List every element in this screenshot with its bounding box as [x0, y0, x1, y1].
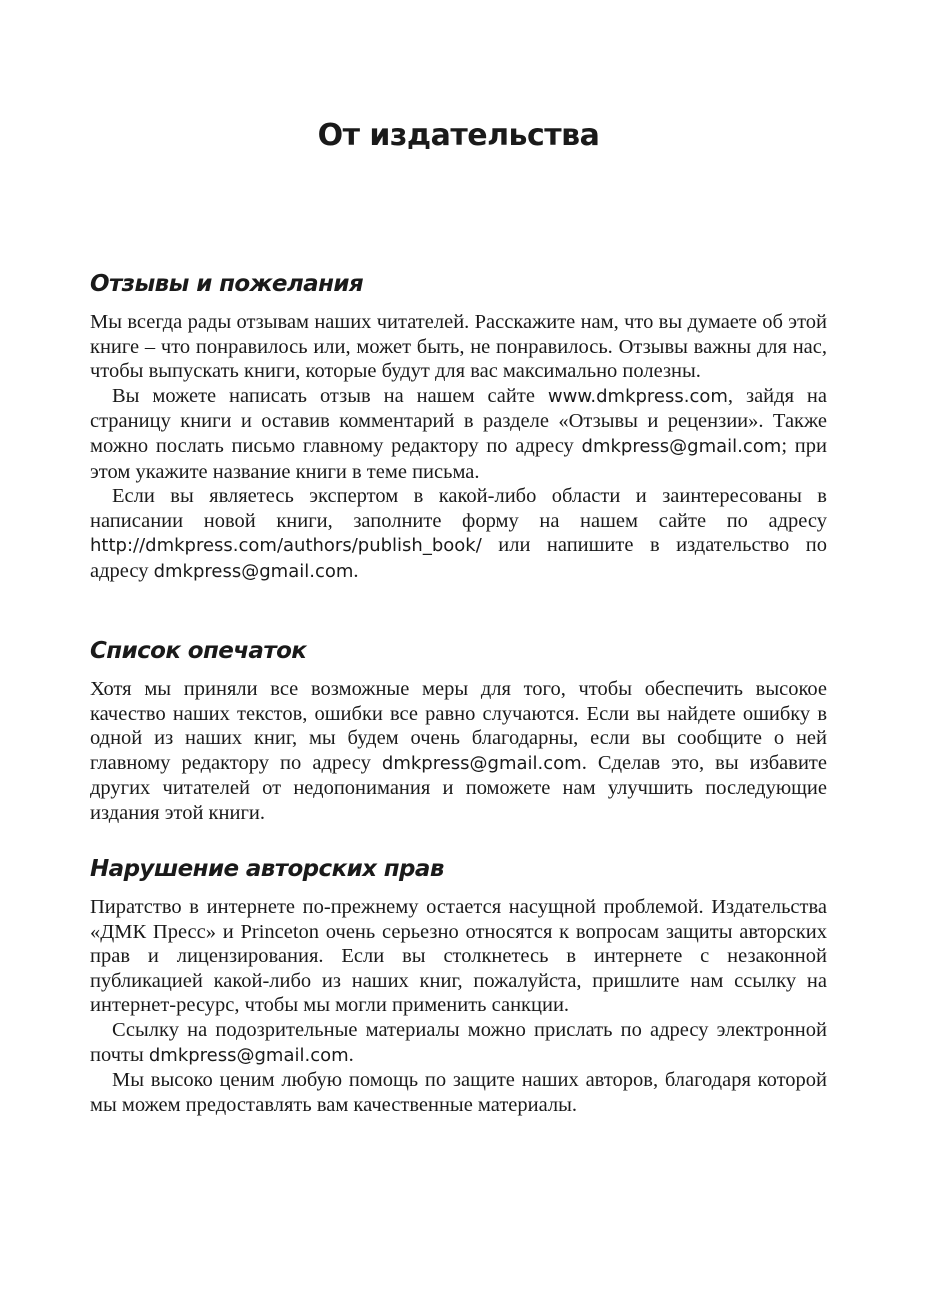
piracy-p2-text-b: .: [348, 1043, 354, 1066]
errata-email: dmkpress@gmail.com: [381, 752, 582, 774]
reviews-p2-text-a: Вы можете написать отзыв на нашем сайте: [112, 384, 548, 407]
reviews-paragraph-3: [90, 484, 827, 584]
section-piracy: [90, 854, 827, 1117]
reviews-paragraph-1: Мы всегда рады отзывам наших читателей. Расскажите нам, что вы думаете об этой книге – что понравилось или, может быть, не понравилось. Отзывы важны для нас, чтобы выпускать книги, которые будут для вас максимально полезны.: [90, 311, 827, 383]
section-errata: [90, 636, 827, 826]
editor-email: dmkpress@gmail.com: [581, 435, 782, 457]
piracy-email: dmkpress@gmail.com: [148, 1044, 349, 1066]
reviews-p2-text-c: ; при этом укажите название книги в теме письма.: [90, 434, 827, 483]
errata-paragraph-1: [90, 677, 827, 826]
section-heading-reviews: Отзывы и пожелания: [90, 271, 364, 297]
errata-p1-text-b: . Сделав это, вы избавите других читателей от недопонимания и поможете нам улучшить последующие издания этой книги.: [90, 751, 827, 824]
reviews-p2-text-b: , зайдя на страницу книги и оставив комментарий в разделе «Отзывы и рецензии». Также можно послать письмо главному редактору по адресу: [90, 384, 827, 457]
piracy-p2-text-a: Ссылку на подозрительные материалы можно прислать по адресу электронной почты: [90, 1018, 827, 1066]
reviews-paragraph-2: [90, 384, 827, 484]
reviews-p3-text-b: или напишите в издательство по адресу: [90, 534, 827, 582]
section-reviews: [90, 269, 827, 585]
site-link: www.dmkpress.com: [547, 385, 728, 407]
reviews-p3-text-c: .: [353, 559, 359, 582]
piracy-paragraph-3: Мы высоко ценим любую помощь по защите наших авторов, благодаря которой мы можем предоставлять вам качественные материалы.: [90, 1069, 827, 1116]
piracy-paragraph-1: Пиратство в интернете по-прежнему остается насущной проблемой. Издательства «ДМК Пресс» и Princeton очень серьезно относятся к вопросам защиты авторских прав и лицензирования. Если вы столкнетесь в интернете с незаконной публикацией какой-либо из наших книг, пожалуйста, пришлите нам ссылку на интернет-ресурс, чтобы мы могли применить санкции.: [90, 896, 827, 1017]
publisher-email: dmkpress@gmail.com: [153, 560, 354, 582]
errata-p1-text-a: Хотя мы приняли все возможные меры для того, чтобы обеспечить высокое качество наших текстов, ошибки все равно случаются. Если вы найдете ошибку в одной из наших книг, мы будем очень благодарны, если вы сообщите о ней главному редактору по адресу: [90, 678, 827, 774]
page-title: От издательства: [317, 118, 600, 153]
piracy-paragraph-2: [90, 1018, 827, 1068]
section-heading-errata: Список опечаток: [90, 638, 307, 664]
reviews-p3-text-a: Если вы являетесь экспертом в какой-либо области и заинтересованы в написании новой книги, заполните форму на нашем сайте по адресу: [90, 485, 827, 532]
section-heading-piracy: Нарушение авторских прав: [90, 856, 444, 882]
publish-book-url: http://dmkpress.com/authors/publish_book/: [90, 535, 482, 557]
